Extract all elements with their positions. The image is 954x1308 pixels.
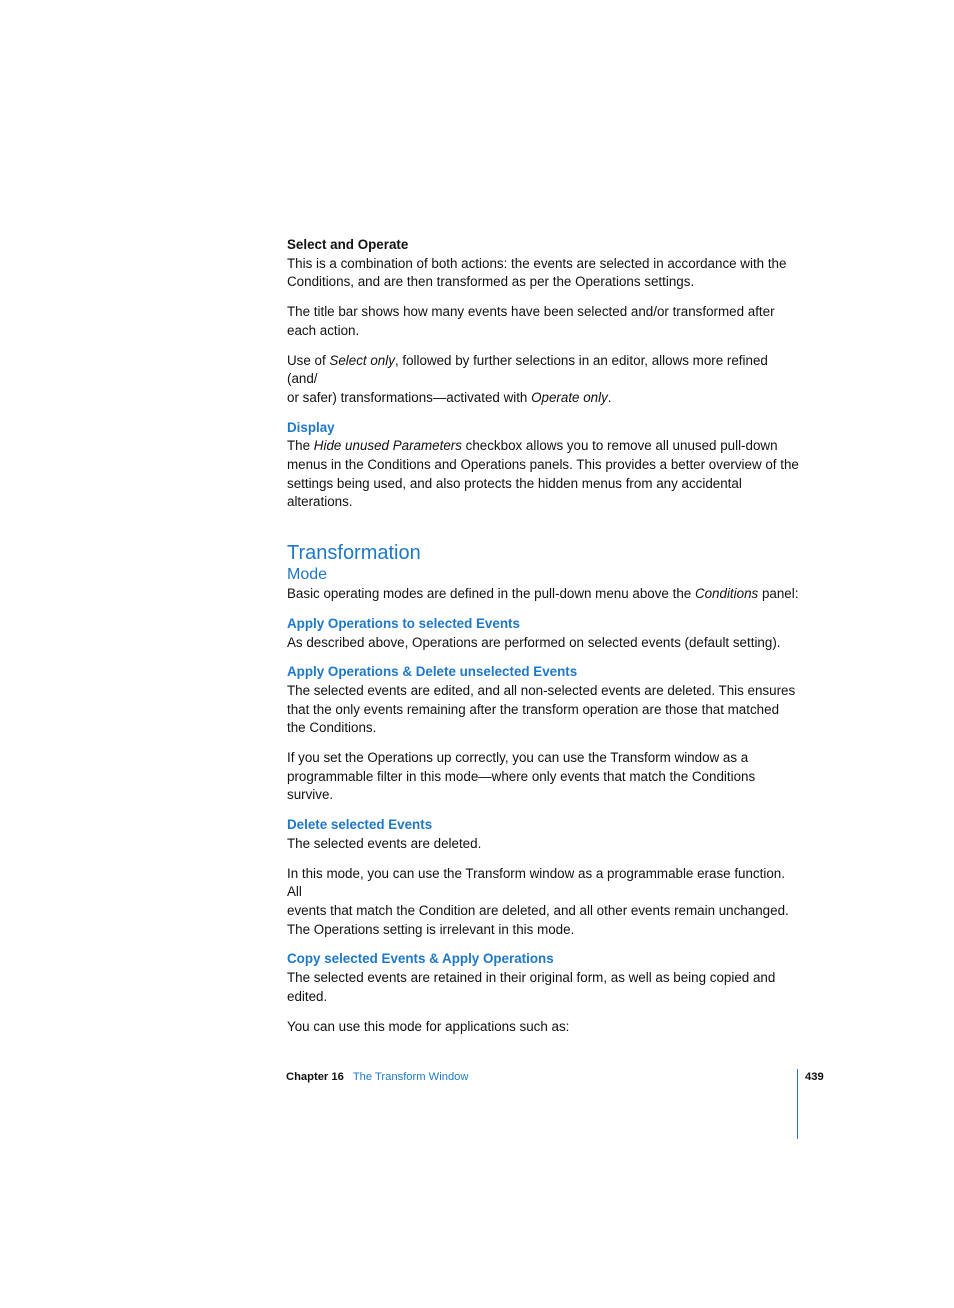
mode-heading: Mode (287, 566, 328, 584)
apply-delete-paragraph-2 (287, 749, 799, 805)
footer-chapter: Chapter 16 (286, 1071, 344, 1083)
line: each action. (287, 322, 360, 338)
copy-selected-paragraph-1 (287, 969, 799, 1006)
line: settings being used, and also protects the hidden menus from any accidental (287, 475, 742, 491)
mode-intro (287, 585, 799, 604)
footer-chapter-title[interactable]: The Transform Window (352, 1071, 469, 1083)
apply-selected-paragraph: As described above, Operations are performed on selected events (default setting). (287, 634, 781, 650)
apply-delete-heading: Apply Operations & Delete unselected Events (287, 664, 578, 680)
text: checkbox allows you to remove all unused pull-down (461, 438, 778, 454)
line: events that match the Condition are deleted, and all other events remain unchanged. (287, 902, 789, 918)
text: , followed by further selections in an editor, allows more refined (and/ (287, 352, 768, 387)
italic-term: Select only (329, 352, 395, 368)
text: or safer) transformations—activated with (287, 389, 532, 405)
line: edited. (287, 988, 328, 1004)
page-number: 439 (805, 1071, 824, 1083)
text: Basic operating modes are defined in the pull-down menu above the (287, 586, 695, 602)
footer-divider (797, 1069, 798, 1139)
select-operate-paragraph-1 (287, 255, 799, 292)
line: alterations. (287, 494, 353, 510)
line: The selected events are edited, and all non-selected events are deleted. This ensures (287, 682, 796, 698)
line: If you set the Operations up correctly, you can use the Transform window as a (287, 750, 749, 766)
delete-selected-paragraph-2 (287, 865, 799, 940)
italic-term: Operate only (531, 389, 608, 405)
line: the Conditions. (287, 720, 377, 736)
copy-selected-heading: Copy selected Events & Apply Operations (287, 951, 554, 967)
display-heading: Display (287, 419, 335, 435)
text: . (607, 389, 612, 405)
text: The (287, 438, 314, 454)
apply-selected-heading: Apply Operations to selected Events (287, 615, 520, 631)
line: In this mode, you can use the Transform window as a programmable erase function. All (287, 865, 785, 900)
italic-term: Conditions (694, 586, 759, 602)
page-footer (286, 1069, 468, 1085)
italic-term: Hide unused Parameters (313, 438, 462, 454)
line: The title bar shows how many events have been selected and/or transformed after (287, 304, 775, 320)
text: panel: (758, 586, 799, 602)
text: Use of (287, 352, 330, 368)
line: Conditions, and are then transformed as per the Operations settings. (287, 274, 695, 290)
select-operate-heading: Select and Operate (287, 237, 409, 252)
line: The selected events are retained in their original form, as well as being copied and (287, 970, 776, 986)
delete-selected-paragraph-1: The selected events are deleted. (287, 835, 482, 851)
copy-selected-paragraph-2: You can use this mode for applications such as: (287, 1018, 570, 1034)
page-body (287, 236, 799, 1036)
delete-selected-heading: Delete selected Events (287, 817, 433, 833)
apply-delete-paragraph-1 (287, 682, 799, 738)
line: The Operations setting is irrelevant in this mode. (287, 921, 575, 937)
line: This is a combination of both actions: the events are selected in accordance with the (287, 255, 787, 271)
line: programmable filter in this mode—where only events that match the Conditions (287, 768, 756, 784)
display-paragraph (287, 437, 799, 512)
select-operate-paragraph-3 (287, 352, 799, 408)
line: survive. (287, 787, 334, 803)
line: that the only events remaining after the transform operation are those that matched (287, 701, 780, 717)
select-operate-paragraph-2 (287, 303, 799, 340)
transformation-heading: Transformation (287, 542, 421, 565)
line: menus in the Conditions and Operations panels. This provides a better overview of the (287, 457, 799, 473)
